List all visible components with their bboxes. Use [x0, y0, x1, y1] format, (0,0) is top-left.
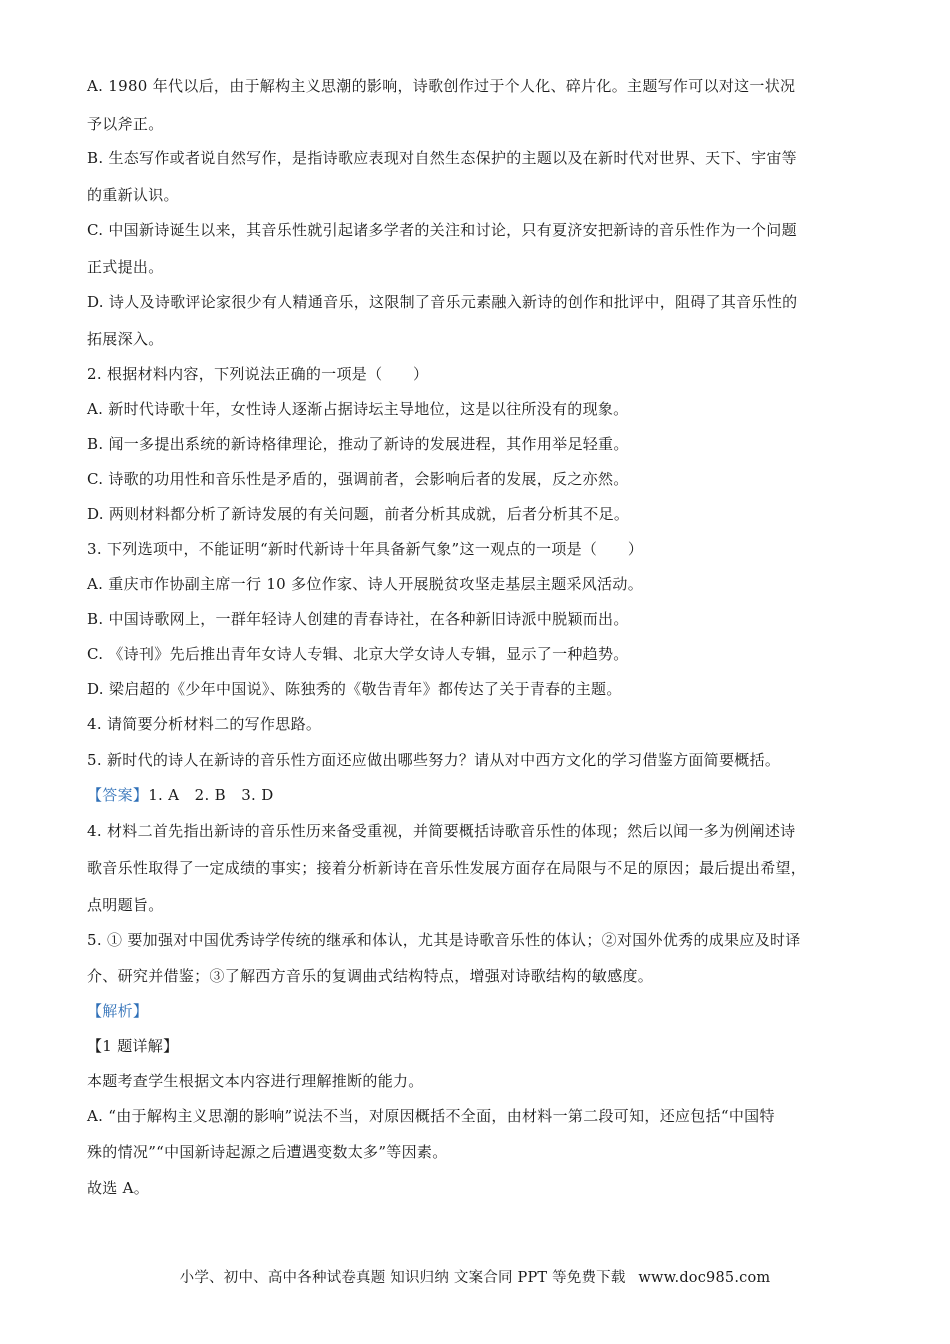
option-2c: C. 诗歌的功用性和音乐性是矛盾的，强调前者，会影响后者的发展，反之亦然。 — [87, 470, 629, 488]
analysis-intro: 本题考查学生根据文本内容进行理解推断的能力。 — [87, 1072, 424, 1090]
option-3b: B. 中国诗歌网上，一群年轻诗人创建的青春诗社，在各种新旧诗派中脱颖而出。 — [87, 610, 629, 628]
question-2: 2. 根据材料内容，下列说法正确的一项是（ ） — [87, 365, 429, 383]
option-1b-line-2: 的重新认识。 — [87, 186, 179, 204]
option-2a: A. 新时代诗歌十年，女性诗人逐渐占据诗坛主导地位，这是以往所没有的现象。 — [87, 400, 629, 418]
answer-text: 1. A 2. B 3. D — [148, 786, 274, 804]
answer-line — [87, 785, 274, 805]
question-5: 5. 新时代的诗人在新诗的音乐性方面还应做出哪些努力？请从对中西方文化的学习借鉴方面简要概括。 — [87, 751, 781, 769]
option-2d: D. 两则材料都分析了新诗发展的有关问题，前者分析其成就，后者分析其不足。 — [87, 505, 630, 523]
question-4: 4. 请简要分析材料二的写作思路。 — [87, 715, 322, 733]
footer-link[interactable]: www.doc985.com — [638, 1270, 771, 1286]
option-1d-line-1: D. 诗人及诗歌评论家很少有人精通音乐，这限制了音乐元素融入新诗的创作和批评中，阻碍了其音乐性的 — [87, 293, 798, 311]
option-3a: A. 重庆市作协副主席一行 10 多位作家、诗人开展脱贫攻坚走基层主题采风活动。 — [87, 575, 643, 593]
analysis-a-line-1: A. “由于解构主义思潮的影响”说法不当，对原因概括不全面，由材料一第二段可知，还应包括“中国特 — [87, 1107, 775, 1125]
page-footer — [0, 1268, 950, 1288]
detail-heading: 【1 题详解】 — [87, 1037, 179, 1055]
answer-label: 【答案】 — [87, 786, 149, 804]
answer-5-line-2: 介、研究并借鉴；③了解西方音乐的复调曲式结构特点，增强对诗歌结构的敏感度。 — [87, 967, 654, 985]
footer-text: 小学、初中、高中各种试卷真题 知识归纳 文案合同 PPT 等免费下载 — [179, 1270, 626, 1286]
question-3: 3. 下列选项中，不能证明“新时代新诗十年具备新气象”这一观点的一项是（ ） — [87, 540, 644, 558]
option-1b-line-1: B. 生态写作或者说自然写作，是指诗歌应表现对自然生态保护的主题以及在新时代对世界、天下、宇宙等 — [87, 149, 797, 167]
analysis-a-line-2: 殊的情况”“中国新诗起源之后遭遇变数太多”等因素。 — [87, 1143, 448, 1161]
option-1a-line-1: A. 1980 年代以后，由于解构主义思潮的影响，诗歌创作过于个人化、碎片化。主题写作可以对这一状况 — [87, 77, 796, 95]
option-2b: B. 闻一多提出系统的新诗格律理论，推动了新诗的发展进程，其作用举足轻重。 — [87, 435, 629, 453]
answer-4-line-2: 歌音乐性取得了一定成绩的事实；接着分析新诗在音乐性发展方面存在局限与不足的原因；最后提出希望， — [87, 859, 807, 877]
answer-5-line-1: 5. ① 要加强对中国优秀诗学传统的继承和体认，尤其是诗歌音乐性的体认；②对国外优秀的成果应及时译 — [87, 931, 801, 949]
option-3c: C. 《诗刊》先后推出青年女诗人专辑、北京大学女诗人专辑，显示了一种趋势。 — [87, 645, 629, 663]
answer-4-line-1: 4. 材料二首先指出新诗的音乐性历来备受重视，并简要概括诗歌音乐性的体现；然后以闻一多为例阐述诗 — [87, 822, 796, 840]
analysis-conclusion: 故选 A。 — [87, 1179, 150, 1197]
option-1c-line-1: C. 中国新诗诞生以来，其音乐性就引起诸多学者的关注和讨论，只有夏济安把新诗的音乐性作为一个问题 — [87, 221, 797, 239]
option-1a-line-2: 予以斧正。 — [87, 115, 164, 133]
option-1d-line-2: 拓展深入。 — [87, 330, 164, 348]
option-1c-line-2: 正式提出。 — [87, 258, 164, 276]
option-3d: D. 梁启超的《少年中国说》、陈独秀的《敬告青年》都传达了关于青春的主题。 — [87, 680, 622, 698]
answer-4-line-3: 点明题旨。 — [87, 896, 164, 914]
analysis-label: 【解析】 — [87, 1002, 149, 1020]
